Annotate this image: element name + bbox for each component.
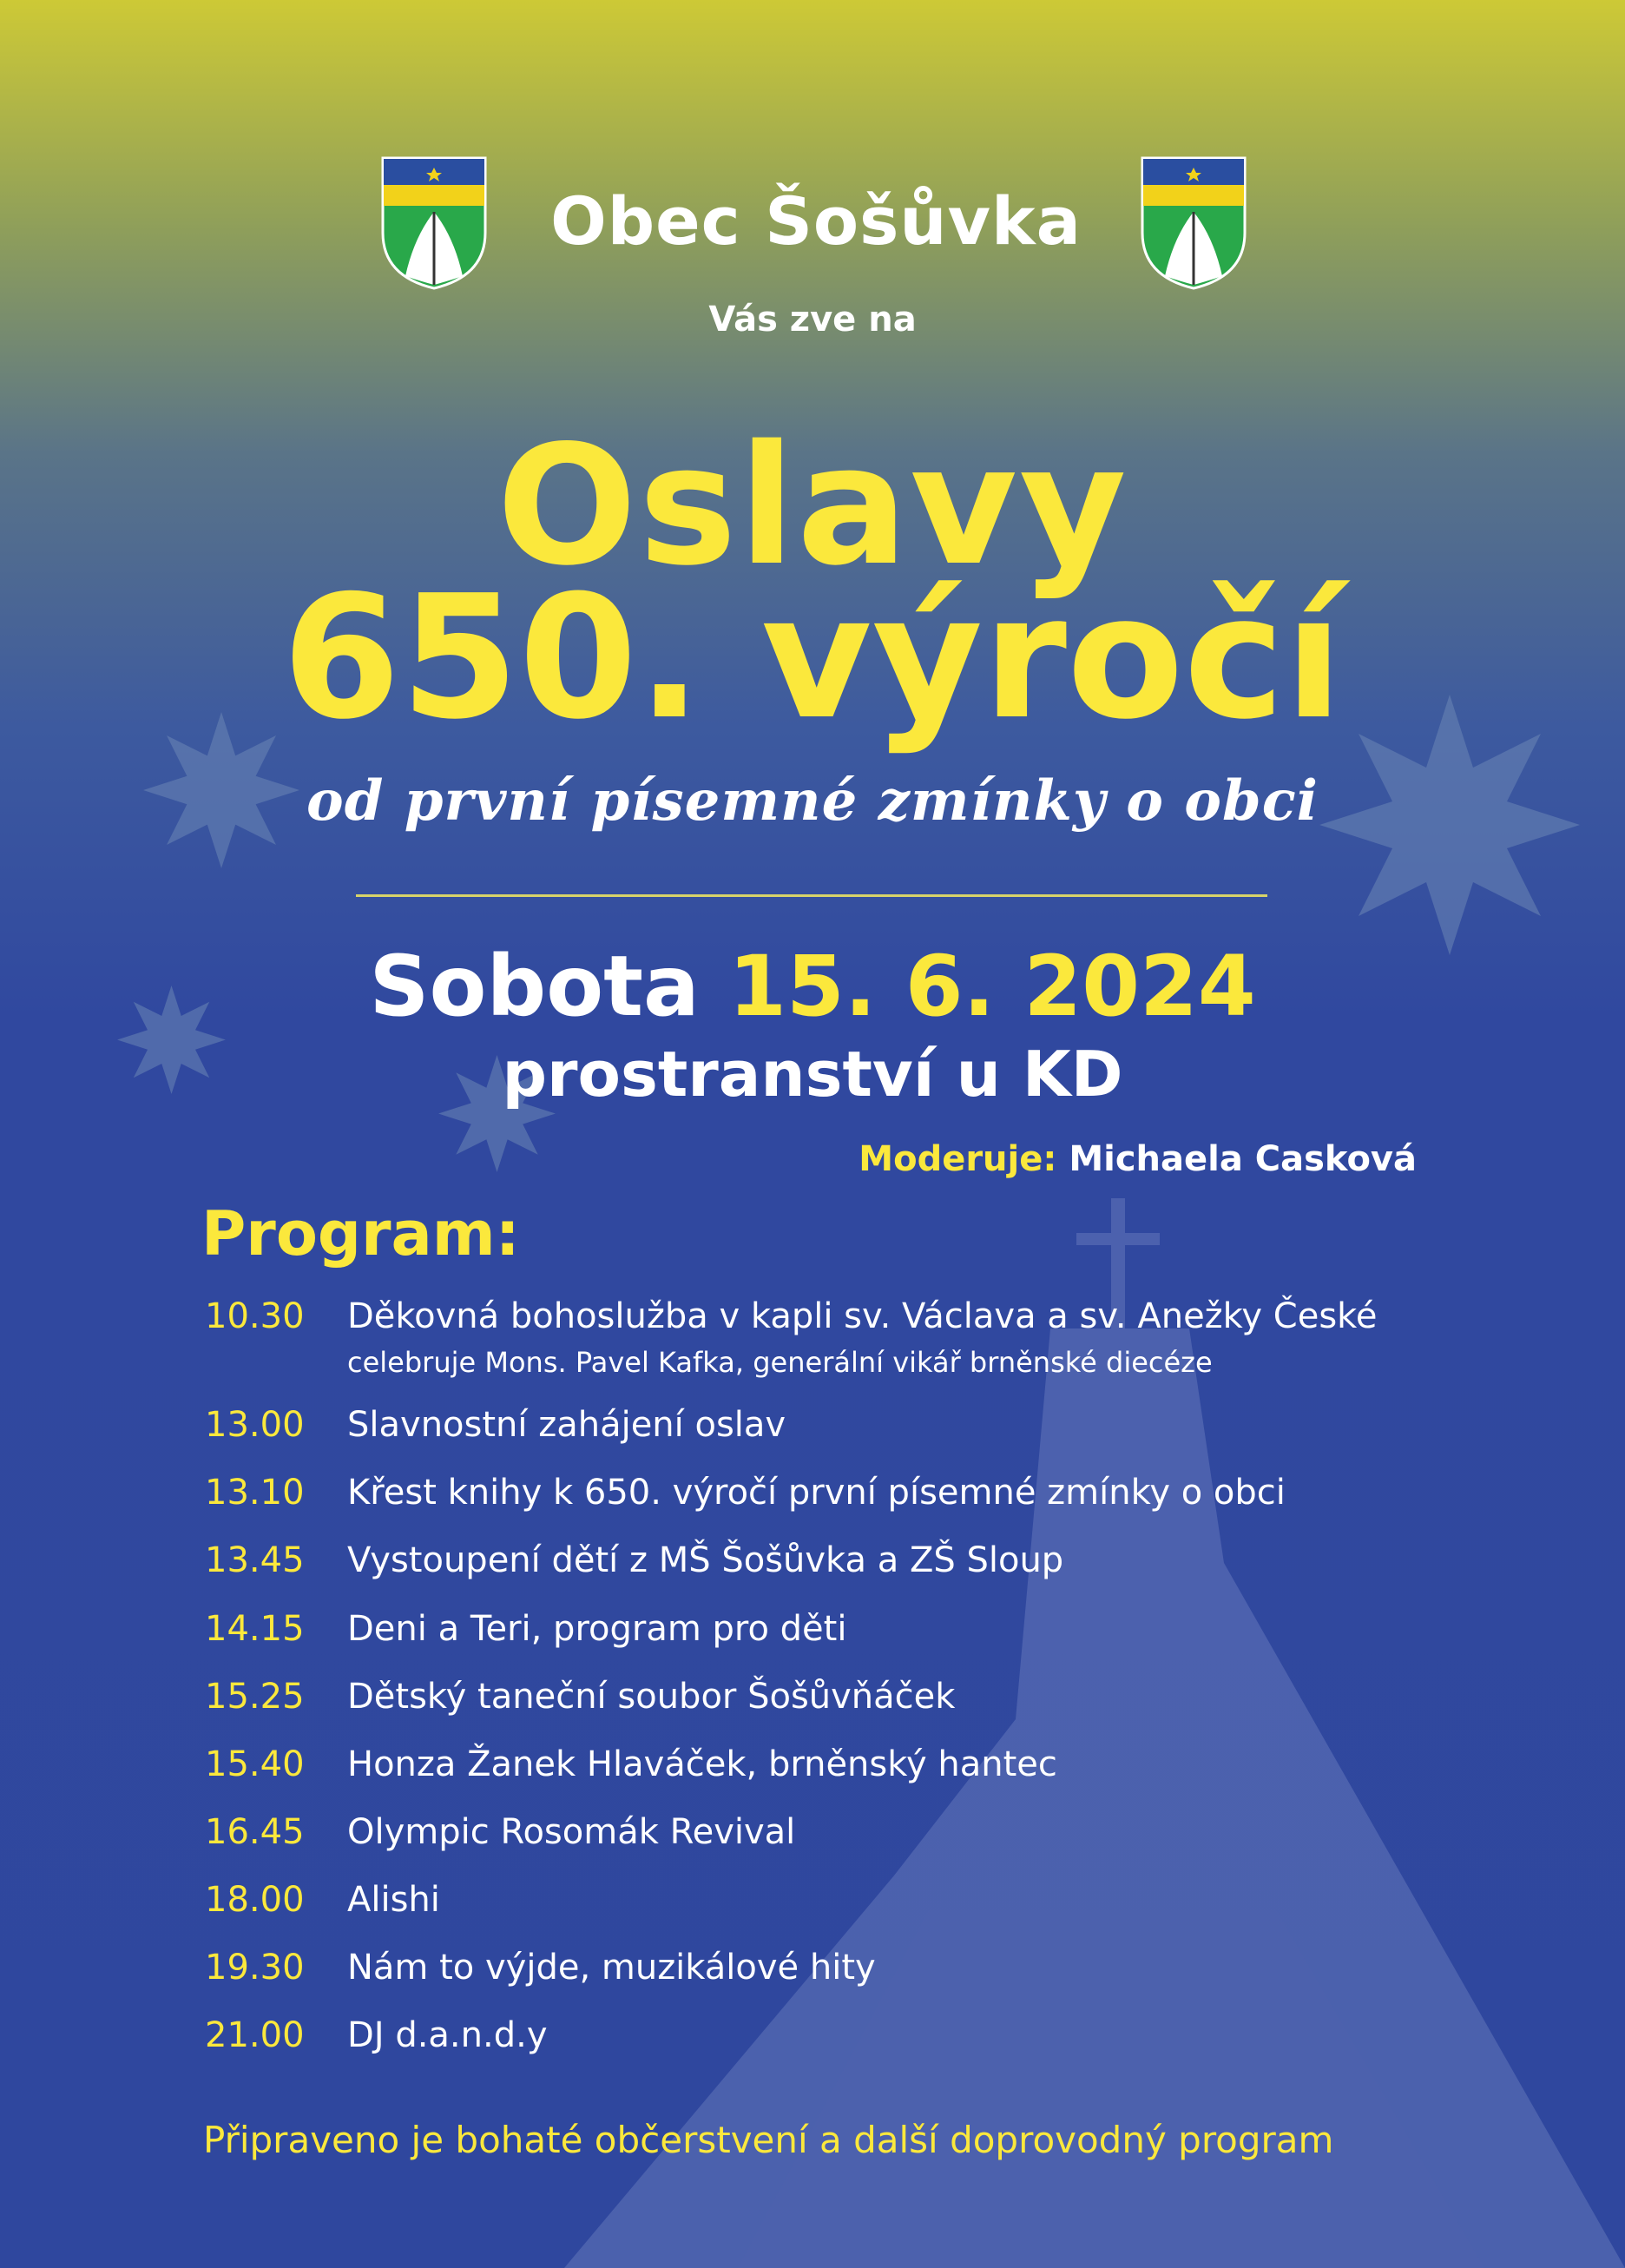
main-title-line1: Oslavy <box>497 410 1128 602</box>
program-desc: Alishi <box>347 1880 440 1920</box>
program-time: 21.00 <box>205 2015 305 2055</box>
event-date <box>0 938 1625 1035</box>
program-desc: Dětský taneční soubor Šošůvňáček <box>347 1677 956 1717</box>
invite-text: Vás zve na <box>708 300 917 340</box>
program-time: 10.30 <box>205 1296 305 1336</box>
coat-of-arms-icon <box>379 155 489 290</box>
program-desc: Olympic Rosomák Revival <box>347 1812 796 1852</box>
program-time: 19.30 <box>205 1948 305 1988</box>
program-desc: Deni a Teri, program pro děti <box>347 1609 847 1649</box>
program-time: 13.45 <box>205 1540 305 1580</box>
coat-of-arms-icon <box>1139 155 1248 290</box>
program-note: celebruje Mons. Pavel Kafka, generální vikář brněnské diecéze <box>347 1346 1213 1379</box>
moderator <box>859 1139 1417 1179</box>
moderator-name: Michaela Casková <box>1069 1139 1417 1179</box>
program-desc: Děkovná bohoslužba v kapli sv. Václava a sv. Anežky České <box>347 1296 1378 1336</box>
footer-note: Připraveno je bohaté občerstvení a další doprovodný program <box>203 2119 1334 2161</box>
divider <box>356 894 1267 897</box>
program-desc: Slavnostní zahájení oslav <box>347 1405 786 1445</box>
event-day: Sobota <box>369 938 700 1035</box>
moderator-label: Moderuje: <box>859 1139 1057 1179</box>
event-date-value: 15. 6. 2024 <box>728 938 1256 1035</box>
program-time: 13.10 <box>205 1473 305 1513</box>
subtitle: od první písemné zmínky o obci <box>306 768 1319 834</box>
program-time: 15.25 <box>205 1677 305 1717</box>
program-time: 15.40 <box>205 1744 305 1784</box>
program-desc: Honza Žanek Hlaváček, brněnský hantec <box>347 1744 1057 1784</box>
event-venue: prostranství u KD <box>502 1038 1123 1111</box>
program-desc: Křest knihy k 650. výročí první písemné zmínky o obci <box>347 1473 1286 1513</box>
program-time: 16.45 <box>205 1812 305 1852</box>
main-title-line2: 650. výročí <box>281 559 1344 757</box>
program-desc: Vystoupení dětí z MŠ Šošůvka a ZŠ Sloup <box>347 1540 1064 1580</box>
program-time: 14.15 <box>205 1609 305 1649</box>
village-name: Obec Šošůvka <box>550 182 1082 260</box>
program-desc: DJ d.a.n.d.y <box>347 2015 548 2055</box>
program-desc: Nám to výjde, muzikálové hity <box>347 1948 876 1988</box>
program-time: 18.00 <box>205 1880 305 1920</box>
program-heading: Program: <box>201 1198 520 1269</box>
program-time: 13.00 <box>205 1405 305 1445</box>
